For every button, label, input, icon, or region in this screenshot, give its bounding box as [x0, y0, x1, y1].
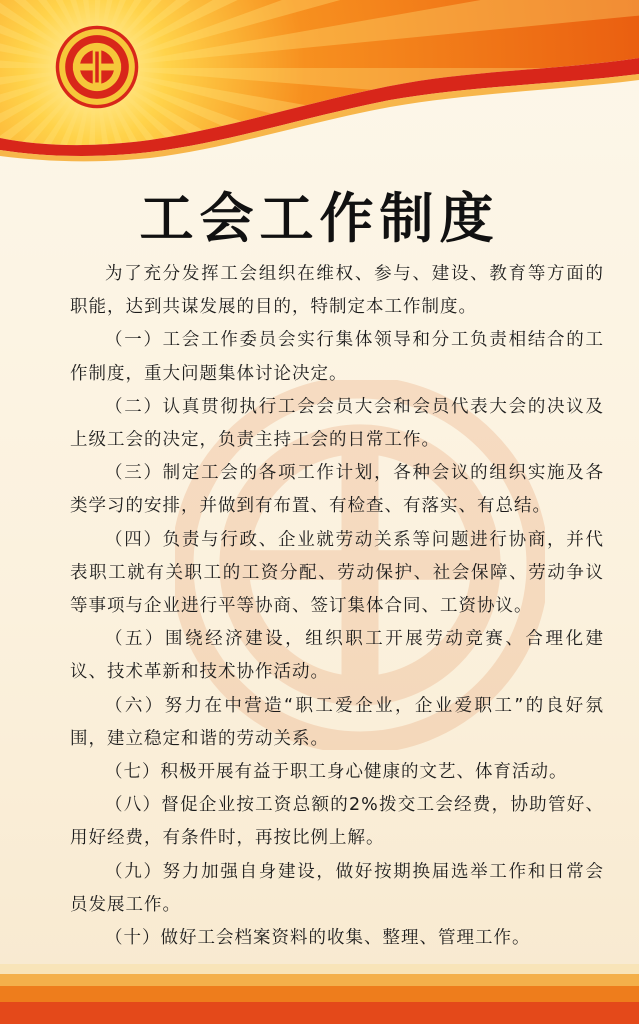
- regulation-body: [70, 258, 604, 955]
- clause-2: （二）认真贯彻执行工会会员大会和会员代表大会的决议及上级工会的决定，负责主持工会的日常工作。: [70, 396, 604, 451]
- trade-union-logo-icon: [54, 24, 140, 110]
- clause-5: （五）围绕经济建设，组织职工开展劳动竞赛、合理化建议、技术革新和技术协作活动。: [70, 629, 604, 683]
- clause-4: （四）负责与行政、企业就劳动关系等问题进行协商，并代表职工就有关职工的工资分配、劳动保护、社会保障、劳动争议等事项与企业进行平等协商、签订集体合同、工资协议。: [70, 529, 604, 617]
- intro-paragraph: 为了充分发挥工会组织在维权、参与、建设、教育等方面的职能，达到共谋发展的目的，特制定本工作制度。: [70, 264, 604, 318]
- clause-1: （一）工会工作委员会实行集体领导和分工负责相结合的工作制度，重大问题集体讨论决定。: [70, 330, 604, 384]
- page-title: 工会工作制度: [139, 186, 500, 250]
- clause-9: （九）努力加强自身建设，做好按期换届选举工作和日常会员发展工作。: [70, 861, 604, 915]
- clause-8: （八）督促企业按工资总额的2%拨交工会经费，协助管好、用好经费，有条件时，再按比例上解。: [70, 795, 604, 849]
- clause-10: （十）做好工会档案资料的收集、整理、管理工作。: [105, 928, 531, 949]
- clause-3: （三）制定工会的各项工作计划，各种会议的组织实施及各类学习的安排，并做到有布置、有检查、有落实、有总结。: [70, 463, 604, 517]
- footer-stripes: [0, 964, 639, 1024]
- clause-6: （六）努力在中营造“职工爱企业，企业爱职工”的良好氛围，建立稳定和谐的劳动关系。: [70, 695, 604, 749]
- clause-7: （七）积极开展有益于职工身心健康的文艺、体育活动。: [105, 762, 568, 783]
